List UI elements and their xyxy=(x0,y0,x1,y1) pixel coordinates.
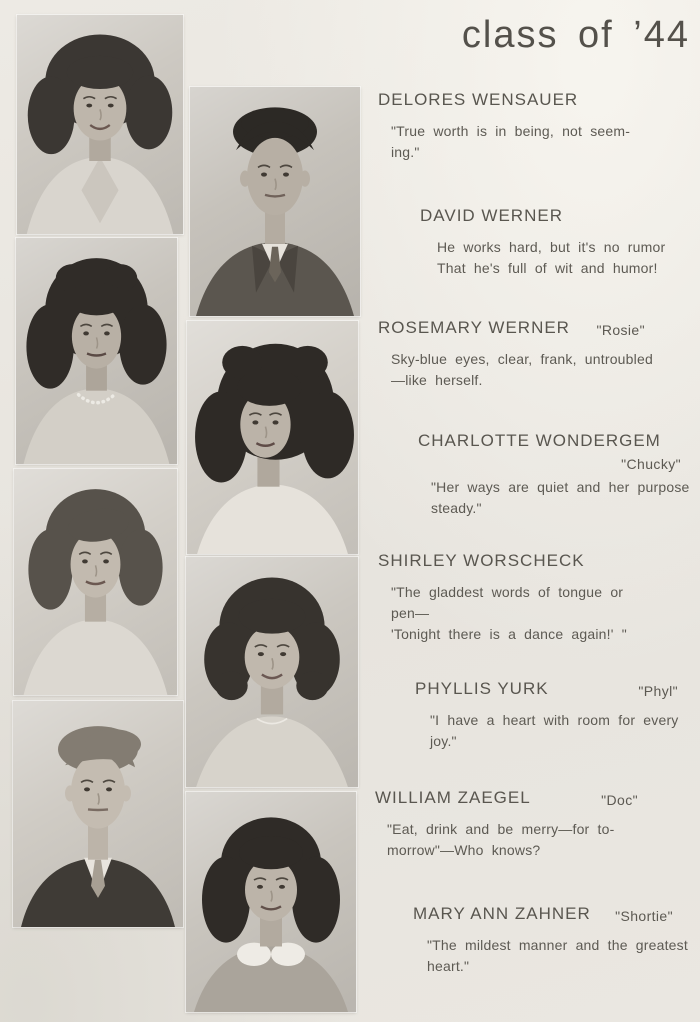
student-nickname: "Shortie" xyxy=(615,908,673,924)
quote-line: joy." xyxy=(430,733,457,749)
student-nickname: "Chucky" xyxy=(621,456,681,472)
quote-line: "The gladdest words of tongue or xyxy=(391,584,624,600)
page-title: class of ’44 xyxy=(461,14,690,56)
portrait-illustration-left-1 xyxy=(17,15,183,234)
portrait-photo-left-2 xyxy=(16,238,177,464)
quote-line: That he's full of wit and humor! xyxy=(437,260,658,276)
student-entry xyxy=(375,788,693,861)
quote-line: Sky-blue eyes, clear, frank, untroubled xyxy=(391,351,653,367)
student-entry xyxy=(375,90,693,163)
student-quote xyxy=(375,935,693,977)
student-quote xyxy=(375,819,693,861)
student-quote xyxy=(375,710,693,752)
quote-line: "Her ways are quiet and her purpose xyxy=(431,479,690,495)
quote-line: He works hard, but it's no rumor xyxy=(437,239,666,255)
quote-line: "Eat, drink and be merry—for to- xyxy=(387,821,615,837)
student-name-row xyxy=(375,904,693,925)
quote-line: —like herself. xyxy=(391,372,483,388)
portrait-photo-left-4 xyxy=(13,701,183,927)
student-entry xyxy=(375,206,693,279)
student-name: ROSEMARY WERNER xyxy=(378,318,570,337)
student-name: WILLIAM ZAEGEL xyxy=(375,788,531,807)
portrait-illustration-left-2 xyxy=(16,238,177,464)
student-name-row xyxy=(375,679,693,700)
student-quote xyxy=(375,477,693,519)
student-name: PHYLLIS YURK xyxy=(415,679,549,698)
quote-line: steady." xyxy=(431,500,482,516)
quote-line: "I have a heart with room for every xyxy=(430,712,679,728)
quote-line: heart." xyxy=(427,958,470,974)
student-name-row xyxy=(375,788,693,809)
portrait-illustration-left-3 xyxy=(14,469,177,695)
student-entry xyxy=(375,318,693,391)
student-quote xyxy=(375,121,693,163)
student-nickname: "Rosie" xyxy=(596,322,645,338)
quote-line: 'Tonight there is a dance again!' " xyxy=(391,626,627,642)
student-entry xyxy=(375,431,693,519)
quote-line: pen— xyxy=(391,605,430,621)
student-entry xyxy=(375,551,693,645)
portrait-photo-right-3 xyxy=(186,557,358,787)
student-name: CHARLOTTE WONDERGEM xyxy=(418,431,661,450)
portrait-illustration-right-3 xyxy=(186,557,358,787)
student-quote xyxy=(375,237,693,279)
student-name: DAVID WERNER xyxy=(420,206,563,225)
portrait-illustration-right-4 xyxy=(186,792,356,1012)
quote-line: "The mildest manner and the greatest xyxy=(427,937,688,953)
student-name-row xyxy=(375,431,693,452)
portrait-illustration-left-4 xyxy=(13,701,183,927)
portrait-photo-right-2 xyxy=(187,321,358,554)
student-name: SHIRLEY WORSCHECK xyxy=(378,551,585,570)
student-name-row xyxy=(375,551,693,572)
quote-line: morrow"—Who knows? xyxy=(387,842,541,858)
student-nickname: "Doc" xyxy=(601,792,638,808)
portrait-photo-right-4 xyxy=(186,792,356,1012)
student-name: DELORES WENSAUER xyxy=(378,90,579,109)
student-nickname: "Phyl" xyxy=(638,683,678,699)
quote-line: ing." xyxy=(391,144,420,160)
portrait-photo-left-1 xyxy=(17,15,183,234)
student-name-row xyxy=(375,318,693,339)
student-entry xyxy=(375,904,693,977)
student-name: MARY ANN ZAHNER xyxy=(413,904,591,923)
portrait-photo-right-1 xyxy=(190,87,360,316)
portrait-illustration-right-1 xyxy=(190,87,360,316)
portrait-illustration-right-2 xyxy=(187,321,358,554)
student-quote xyxy=(375,582,693,645)
portrait-photo-left-3 xyxy=(14,469,177,695)
quote-line: "True worth is in being, not seem- xyxy=(391,123,631,139)
student-name-row xyxy=(375,206,693,227)
student-name-row xyxy=(375,90,693,111)
student-entry xyxy=(375,679,693,752)
student-quote xyxy=(375,349,693,391)
